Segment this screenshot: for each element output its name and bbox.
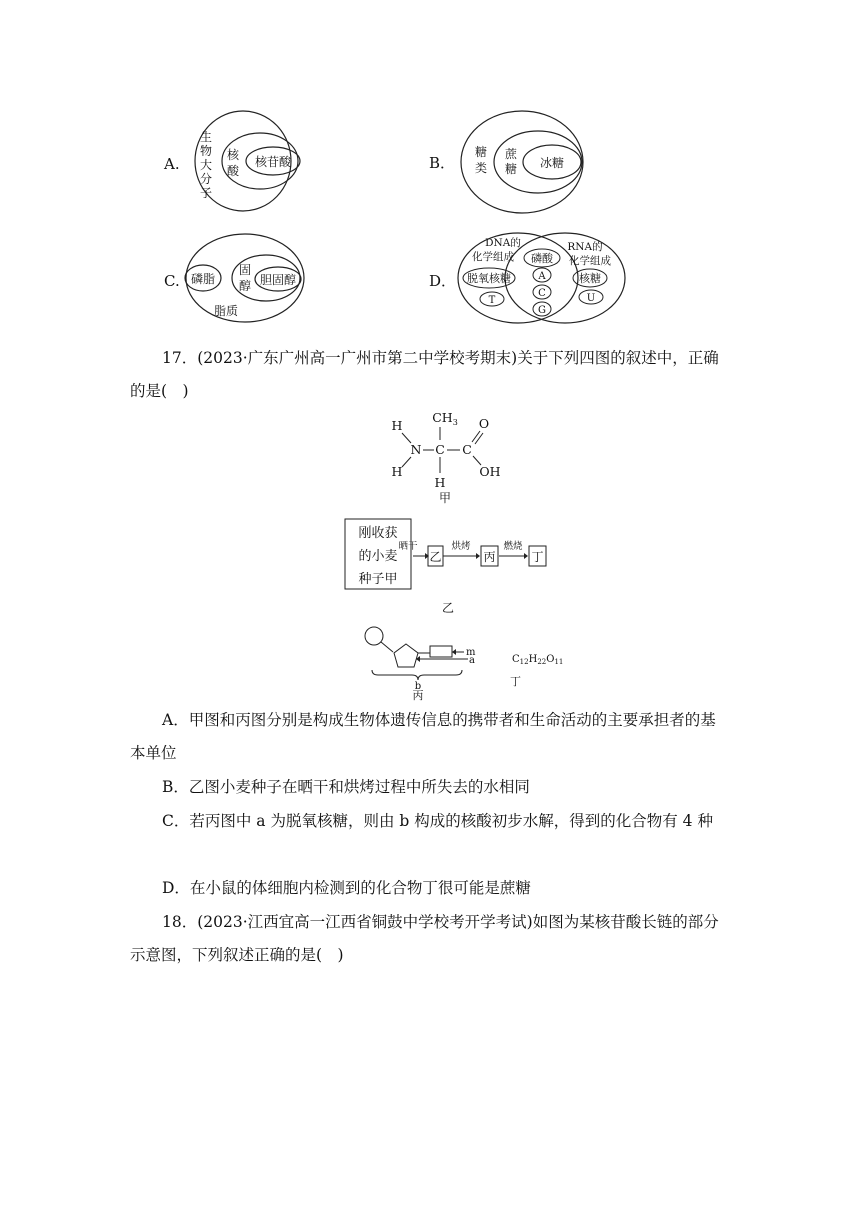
step-burn: 燃烧 [503,541,523,552]
label-a: a [469,655,475,666]
option-d-label: D． [429,272,457,290]
ribose-label: 核糖 [579,272,601,285]
step-bake: 烘烤 [451,541,471,552]
option-c-inner-label: 胆固醇 [259,273,297,287]
svg-text:刚收获: 刚收获 [358,526,398,541]
shared-bases [533,268,551,316]
svg-text:核: 核 [226,148,240,162]
base-u-label: U [586,293,596,304]
base-rect [430,646,452,657]
option-b-inner-label: 冰糖 [539,156,565,170]
figure-bing-caption: 丙 [412,689,424,702]
svg-text:大: 大 [199,158,213,172]
option-c-label: C. [164,272,180,290]
atom-c-alpha: C [435,442,445,457]
question-17-option-d: D．在小鼠的体细胞内检测到的化合物丁很可能是蔗糖 [162,879,531,897]
option-b-label: B． [429,154,456,172]
atom-o: O [478,416,490,431]
svg-text:物: 物 [199,144,213,158]
svg-text:C: C [538,288,546,299]
svg-text:糖: 糖 [474,145,488,159]
option-c-outer-label: 脂质 [213,304,239,318]
svg-text:糖: 糖 [504,162,518,176]
figure-bing-nucleotide [360,622,500,702]
atom-h-bottom: H [391,464,403,479]
question-17-stem: 17．(2023·广东广州高一广州市第二中学校考期末)关于下列四图的叙述中，正确的是( ) [130,349,719,400]
option-c-diagram [160,228,320,328]
svg-text:A: A [538,271,546,282]
pentose-shape [394,644,418,667]
svg-text:化学组成: 化学组成 [569,255,611,267]
svg-text:分: 分 [199,172,213,186]
option-a-inner-label: 核苷酸 [254,155,292,169]
svg-text:的小麦: 的小麦 [358,549,398,564]
option-a-outer-label [200,129,212,200]
svg-text:甲: 甲 [438,491,452,505]
svg-text:DNA的: DNA的 [485,237,521,249]
svg-text:丁: 丁 [531,550,544,564]
formula-c12h22o11: $C_{12}H_{22}O_{11}$ [512,654,564,666]
question-17-option-c: C．若丙图中 a 为脱氧核糖，则由 b 构成的核酸初步水解，得到的化合物有 4 种 [162,812,713,830]
svg-text:种子甲: 种子甲 [358,572,398,587]
label-b: b [414,681,422,692]
svg-text:醇: 醇 [238,279,252,293]
svg-text:子: 子 [199,186,213,200]
option-b-outer-label [475,144,487,175]
atom-c-carboxyl: C [462,442,472,457]
svg-text:生: 生 [199,130,213,144]
option-c-left-label: 磷脂 [190,272,216,286]
svg-text:酸: 酸 [226,164,240,178]
atom-h-alpha: H [434,475,446,490]
atom-n: N [410,442,422,457]
figure-yi-flow [343,517,573,592]
figure-yi-caption [433,597,463,617]
svg-text:丙: 丙 [483,550,496,564]
option-a-middle-label [227,147,240,178]
question-18-stem: 18．(2023·江西宜高一江西省铜鼓中学校考开学考试)如图为某核苷酸长链的部分示意图，下列叙述正确的是( ) [130,913,719,964]
option-b-diagram [425,110,595,220]
deoxyribose-label: 脱氧核糖 [467,272,511,285]
svg-text:乙: 乙 [441,601,455,615]
option-a-label: A. [164,155,180,173]
label-m: m [466,647,476,658]
phosphate-label: 磷酸 [531,252,553,265]
option-c-middle-label [239,263,251,293]
atom-oh: OH [479,464,501,479]
svg-text:RNA的: RNA的 [567,241,603,253]
question-17-option-a: A．甲图和丙图分别是构成生物体遗传信息的携带者和生命活动的主要承担者的基本单位 [130,711,716,762]
phosphate-circle [365,627,383,645]
dna-title [472,237,521,263]
atom-h-top: H [391,418,403,433]
option-d-diagram [425,228,635,328]
svg-text:固: 固 [238,263,252,277]
figure-ding-caption: 丁 [510,675,521,688]
figure-ding-formula [510,648,580,693]
option-a-diagram [160,110,310,220]
question-17-option-b: B．乙图小麦种子在晒干和烘烤过程中所失去的水相同 [162,778,530,796]
atom-ch3: $CH_3$ [432,410,458,427]
svg-text:乙: 乙 [429,550,442,564]
step-sun-dry: 晒干 [398,541,418,552]
svg-text:蔗: 蔗 [504,147,518,161]
base-t-label: T [488,295,496,306]
option-b-middle-label [505,146,518,176]
svg-text:类: 类 [474,161,488,175]
svg-text:G: G [538,305,546,316]
svg-text:化学组成: 化学组成 [472,251,514,263]
figure-jia-caption [430,487,460,507]
